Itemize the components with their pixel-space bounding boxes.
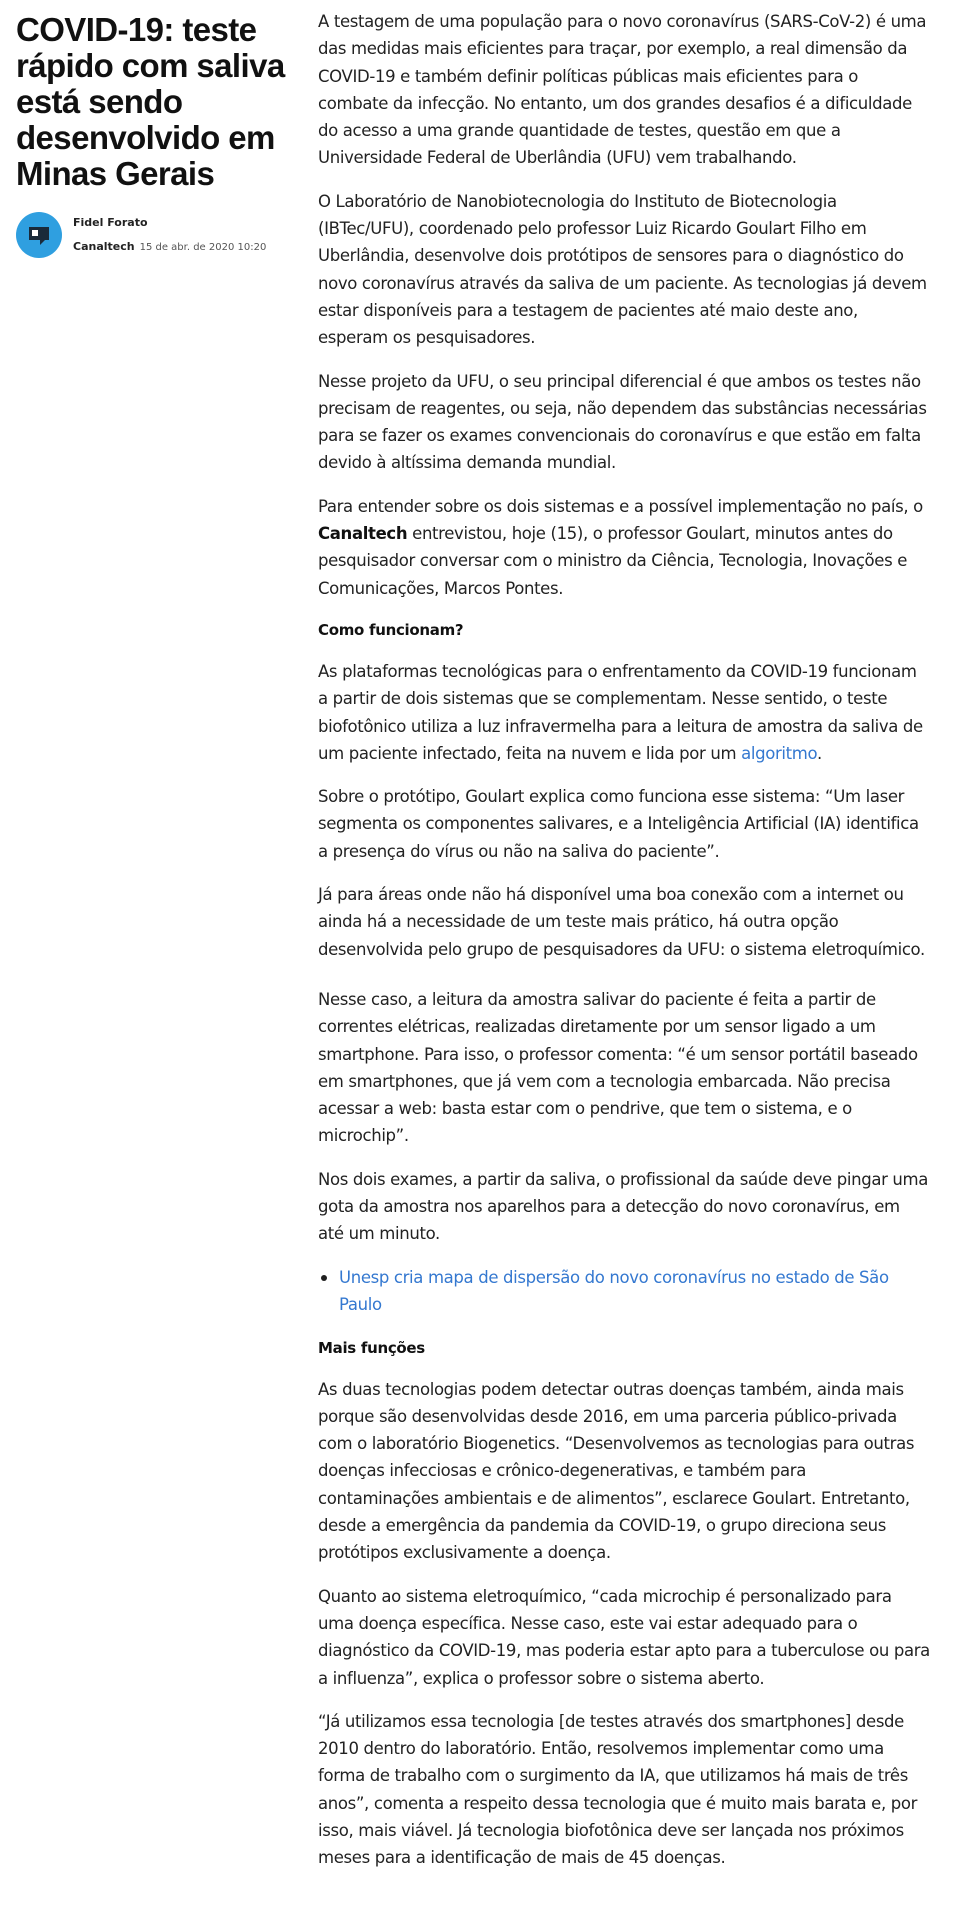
article-body <box>318 8 930 1888</box>
article-header <box>16 12 288 258</box>
canaltech-logo-icon[interactable] <box>16 212 62 258</box>
paragraph: Nesse projeto da UFU, o seu principal diferencial é que ambos os testes não precisam de reagentes, ou seja, não dependem das substâncias necessárias para se fazer os exames convencionais do coronavírus e que estão em falta devido à altíssima demanda mundial. <box>318 371 927 473</box>
publish-date: 15 de abr. de 2020 10:20 <box>139 242 267 253</box>
byline <box>16 212 288 258</box>
paragraph: Nos dois exames, a partir da saliva, o profissional da saúde deve pingar uma gota da amostra nos aparelhos para a detecção do novo coronavírus, em até um minuto. <box>318 1169 929 1244</box>
paragraph: “Já utilizamos essa tecnologia [de testes através dos smartphones] desde 2010 dentro do laboratório. Então, resolvemos implementar como uma forma de trabalho com o surgimento da IA, que utilizamos há mais de três anos”, comenta a respeito dessa tecnologia que é muito mais barata e, por isso, mais viável. Já tecnologia biofotônica deve ser lançada nos próximos meses para a identificação de mais de 45 doenças. <box>318 1711 918 1868</box>
paragraph: Quanto ao sistema eletroquímico, “cada microchip é personalizado para uma doença específica. Nesse caso, este vai estar adequado para o diagnóstico da COVID-19, mas poderia estar apto para a tuberculose ou para a influenza”, explica o professor sobre o sistema aberto. <box>318 1586 930 1688</box>
paragraph: O Laboratório de Nanobiotecnologia do Instituto de Biotecnologia (IBTec/UFU), coordenado pelo professor Luiz Ricardo Goulart Filho em Uberlândia, desenvolve dois protótipos de sensores para o diagnóstico do novo coronavírus através da saliva de um paciente. As tecnologias já devem estar disponíveis para a testagem de pacientes até maio deste ano, esperam os pesquisadores. <box>318 191 927 348</box>
paragraph <box>318 493 930 602</box>
canaltech-mention: Canaltech <box>318 524 408 544</box>
source-name: Canaltech <box>73 240 135 253</box>
bullet-icon <box>321 1275 327 1281</box>
section-heading: Mais funções <box>318 1338 425 1357</box>
author-block <box>73 214 266 256</box>
paragraph-text: Para entender sobre os dois sistemas e a possível implementação no país, o <box>318 496 923 516</box>
related-links <box>318 1264 930 1318</box>
related-link-item <box>318 1264 930 1318</box>
related-article-link[interactable]: Unesp cria mapa de dispersão do novo coronavírus no estado de São Paulo <box>339 1267 889 1314</box>
paragraph: As duas tecnologias podem detectar outras doenças também, ainda mais porque são desenvolvidas desde 2016, em uma parceria público-privada com o laboratório Biogenetics. “Desenvolvemos as tecnologias para outras doenças infecciosas e crônico-degenerativas, e também para contaminações ambientais e de alimentos”, esclarece Goulart. Entretanto, desde a emergência da pandemia da COVID-19, o grupo direciona seus protótipos exclusivamente a doença. <box>318 1379 915 1563</box>
paragraph-text: entrevistou, hoje (15), o professor Goulart, minutos antes do pesquisador conversar com o ministro da Ciência, Tecnologia, Inovações e Comunicações, Marcos Pontes. <box>318 524 908 598</box>
speech-bubble-icon <box>25 221 53 249</box>
publish-meta <box>73 238 266 256</box>
article-title: COVID-19: teste rápido com saliva está sendo desenvolvido em Minas Gerais <box>16 11 285 192</box>
paragraph-text: . <box>816 743 822 763</box>
algoritmo-link[interactable]: algoritmo <box>741 743 817 763</box>
paragraph: Já para áreas onde não há disponível uma boa conexão com a internet ou ainda há a necessidade de um teste mais prático, há outra opção desenvolvida pelo grupo de pesquisadores da UFU: o sistema eletroquímico. <box>318 885 925 959</box>
paragraph: A testagem de uma população para o novo coronavírus (SARS-CoV-2) é uma das medidas mais eficientes para traçar, por exemplo, a real dimensão da COVID-19 e também definir políticas públicas mais eficientes para o combate da infecção. No entanto, um dos grandes desafios é a dificuldade do acesso a uma grande quantidade de testes, questão em que a Universidade Federal de Uberlândia (UFU) vem trabalhando. <box>318 12 927 168</box>
author-name[interactable]: Fidel Forato <box>73 216 148 229</box>
paragraph: Nesse caso, a leitura da amostra salivar do paciente é feita a partir de correntes elétricas, realizadas diretamente por um sensor ligado a um smartphone. Para isso, o professor comenta: “é um sensor portátil baseado em smartphones, que já vem com a tecnologia embarcada. Não precisa acessar a web: basta estar com o pendrive, que tem o sistema, e o microchip”. <box>318 989 918 1146</box>
section-heading: Como funcionam? <box>318 620 464 639</box>
paragraph <box>318 658 930 767</box>
paragraph: Sobre o protótipo, Goulart explica como funciona esse sistema: “Um laser segmenta os componentes salivares, e a Inteligência Artificial (IA) identifica a presença do vírus ou não na saliva do paciente”. <box>318 787 919 861</box>
paragraph-text: As plataformas tecnológicas para o enfrentamento da COVID-19 funcionam a partir de dois sistemas que se complementam. Nesse sentido, o teste biofotônico utiliza a luz infravermelha para a leitura de amostra da saliva de um paciente infectado, feita na nuvem e lida por um <box>318 661 923 763</box>
